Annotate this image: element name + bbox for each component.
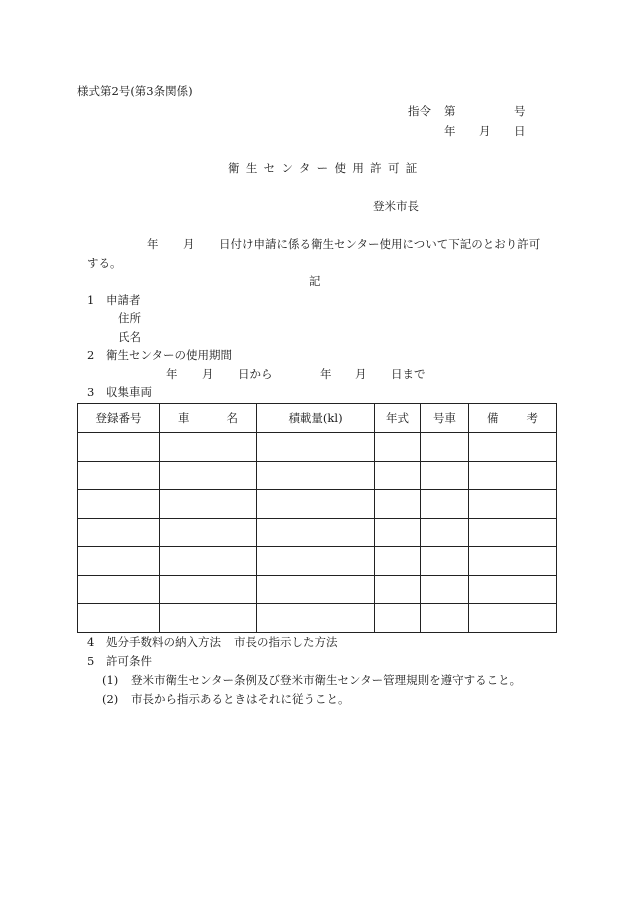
section-2-label: 衛生センターの使用期間 [106, 348, 233, 362]
cell-remarks [469, 547, 557, 576]
header-vehicle-name-b: 名 [226, 411, 238, 425]
section-4-number: 4 [87, 635, 95, 649]
cell-car-number [421, 547, 469, 576]
cell-vehicle-name [160, 461, 257, 490]
section-1-number: 1 [87, 293, 95, 307]
section-5-label: 許可条件 [106, 654, 152, 668]
cell-capacity [257, 490, 375, 519]
header-vehicle-name [160, 404, 257, 433]
cell-registration-number [78, 518, 160, 547]
directive-prefix: 第 [444, 104, 456, 118]
cell-vehicle-name [160, 518, 257, 547]
cell-remarks [469, 575, 557, 604]
cell-capacity [257, 461, 375, 490]
section-3-label: 収集車両 [106, 385, 152, 399]
body-line2: する。 [87, 256, 122, 270]
period-end-year: 年 [320, 367, 332, 381]
cell-car-number [421, 518, 469, 547]
table-row [78, 433, 557, 462]
section-4-value: 市長の指示した方法 [234, 635, 338, 649]
period-end-month: 月 [355, 367, 367, 381]
section-1-label: 申請者 [106, 293, 141, 307]
cell-capacity [257, 604, 375, 633]
cell-registration-number [78, 547, 160, 576]
cell-model-year [375, 518, 421, 547]
issuer: 登米市長 [373, 199, 419, 213]
cell-car-number [421, 575, 469, 604]
cell-car-number [421, 461, 469, 490]
cell-model-year [375, 547, 421, 576]
condition-1-text: 登米市衛生センター条例及び登米市衛生センター管理規則を遵守すること。 [131, 673, 522, 687]
cell-registration-number [78, 461, 160, 490]
cell-model-year [375, 604, 421, 633]
applicant-address-label: 住所 [118, 311, 141, 325]
cell-remarks [469, 433, 557, 462]
header-registration-number: 登録番号 [78, 404, 160, 433]
cell-vehicle-name [160, 433, 257, 462]
cell-vehicle-name [160, 604, 257, 633]
cell-car-number [421, 490, 469, 519]
cell-vehicle-name [160, 547, 257, 576]
period-start-year: 年 [166, 367, 178, 381]
cell-model-year [375, 461, 421, 490]
table-header-row [78, 404, 557, 433]
applicant-name-label: 氏名 [118, 330, 141, 344]
header-vehicle-name-a: 車 [178, 411, 190, 425]
vehicle-table [77, 403, 557, 633]
date-month: 月 [479, 124, 491, 138]
cell-car-number [421, 604, 469, 633]
directive-suffix: 号 [514, 104, 526, 118]
body-month: 月 [183, 237, 195, 251]
period-start-month: 月 [202, 367, 214, 381]
cell-registration-number [78, 575, 160, 604]
cell-capacity [257, 433, 375, 462]
section-5-number: 5 [87, 654, 95, 668]
cell-capacity [257, 518, 375, 547]
cell-vehicle-name [160, 575, 257, 604]
date-year: 年 [444, 124, 456, 138]
table-row [78, 461, 557, 490]
header-remarks-a: 備 [487, 411, 499, 425]
cell-remarks [469, 461, 557, 490]
condition-1-number: (1) [102, 673, 119, 687]
body-year: 年 [147, 237, 159, 251]
cell-registration-number [78, 433, 160, 462]
cell-registration-number [78, 604, 160, 633]
header-car-number: 号車 [421, 404, 469, 433]
table-row [78, 518, 557, 547]
period-end-day: 日まで [391, 367, 426, 381]
header-remarks-b: 考 [526, 411, 538, 425]
condition-2-text: 市長から指示あるときはそれに従うこと。 [131, 692, 350, 706]
cell-vehicle-name [160, 490, 257, 519]
table-row [78, 490, 557, 519]
ki-heading: 記 [309, 274, 321, 288]
cell-car-number [421, 433, 469, 462]
cell-model-year [375, 433, 421, 462]
cell-capacity [257, 575, 375, 604]
cell-model-year [375, 575, 421, 604]
cell-remarks [469, 490, 557, 519]
cell-remarks [469, 518, 557, 547]
table-row [78, 575, 557, 604]
cell-capacity [257, 547, 375, 576]
table-row [78, 547, 557, 576]
section-2-number: 2 [87, 348, 95, 362]
header-capacity: 積載量(kl) [257, 404, 375, 433]
directive-label: 指令 [408, 104, 431, 118]
header-model-year: 年式 [375, 404, 421, 433]
cell-remarks [469, 604, 557, 633]
cell-model-year [375, 490, 421, 519]
section-4-label: 処分手数料の納入方法 [106, 635, 221, 649]
period-start-day: 日から [238, 367, 273, 381]
date-day: 日 [514, 124, 526, 138]
cell-registration-number [78, 490, 160, 519]
section-3-number: 3 [87, 385, 95, 399]
document-title: 衛生センター使用許可証 [228, 161, 424, 175]
body-line1: 日付け申請に係る衛生センター使用について下記のとおり許可 [219, 237, 541, 251]
header-remarks [469, 404, 557, 433]
table-row [78, 604, 557, 633]
form-label: 様式第2号(第3条関係) [77, 84, 193, 98]
condition-2-number: (2) [102, 692, 119, 706]
